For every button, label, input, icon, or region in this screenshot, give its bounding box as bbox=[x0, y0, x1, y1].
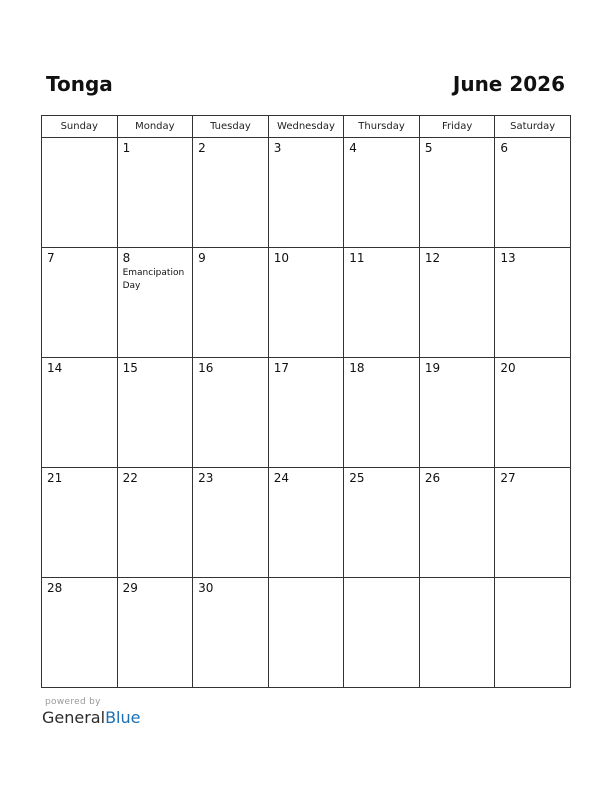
day-cell bbox=[344, 578, 420, 688]
day-number: 7 bbox=[47, 251, 55, 265]
day-cell bbox=[419, 468, 495, 578]
day-number: 26 bbox=[424, 471, 441, 485]
day-number: 28 bbox=[47, 581, 63, 595]
calendar-grid bbox=[41, 115, 571, 688]
powered-by-label: powered by bbox=[45, 697, 101, 707]
day-cell bbox=[419, 578, 495, 688]
day-cell bbox=[419, 358, 495, 468]
week-row bbox=[42, 138, 571, 248]
day-cell bbox=[495, 468, 571, 578]
day-cell bbox=[344, 358, 420, 468]
day-number: 20 bbox=[500, 361, 516, 375]
day-cell bbox=[193, 138, 269, 248]
day-cell bbox=[42, 358, 118, 468]
country-title: Tonga bbox=[46, 72, 113, 96]
day-number: 2 bbox=[198, 141, 206, 155]
day-number: 3 bbox=[273, 141, 282, 155]
day-cell bbox=[117, 468, 193, 578]
day-number: 10 bbox=[273, 251, 289, 265]
day-number: 8 bbox=[122, 251, 131, 265]
week-row bbox=[42, 578, 571, 688]
weekday-monday: Monday bbox=[117, 116, 193, 138]
day-cell bbox=[495, 358, 571, 468]
day-cell bbox=[419, 248, 495, 358]
day-cell bbox=[344, 248, 420, 358]
day-number: 19 bbox=[424, 361, 441, 375]
day-cell bbox=[42, 138, 118, 248]
day-number: 16 bbox=[198, 361, 214, 375]
day-number: 11 bbox=[349, 251, 365, 265]
day-cell bbox=[193, 468, 269, 578]
brand-general-text: General bbox=[42, 708, 106, 727]
day-number: 18 bbox=[349, 361, 365, 375]
day-cell bbox=[42, 468, 118, 578]
day-number: 6 bbox=[500, 141, 509, 155]
day-cell bbox=[419, 138, 495, 248]
day-cell bbox=[193, 248, 269, 358]
day-cell bbox=[193, 578, 269, 688]
day-number: 30 bbox=[198, 581, 214, 595]
day-number: 5 bbox=[424, 141, 433, 155]
weekday-wednesday: Wednesday bbox=[268, 116, 344, 138]
day-cell bbox=[344, 468, 420, 578]
day-number: 15 bbox=[122, 361, 138, 375]
day-number: 23 bbox=[198, 471, 214, 485]
day-cell bbox=[268, 138, 344, 248]
week-row bbox=[42, 468, 571, 578]
holiday-label: Emancipation Day bbox=[122, 268, 185, 291]
generalblue-logo bbox=[42, 708, 140, 727]
day-number: 12 bbox=[424, 251, 441, 265]
day-cell bbox=[42, 578, 118, 688]
day-number: 4 bbox=[349, 141, 357, 155]
week-row bbox=[42, 248, 571, 358]
day-cell bbox=[117, 138, 193, 248]
day-number: 9 bbox=[198, 251, 206, 265]
day-cell bbox=[495, 138, 571, 248]
day-cell bbox=[495, 578, 571, 688]
day-number: 1 bbox=[122, 141, 131, 155]
day-cell bbox=[117, 578, 193, 688]
day-cell bbox=[42, 248, 118, 358]
day-cell bbox=[495, 248, 571, 358]
day-number: 24 bbox=[273, 471, 289, 485]
weekday-header-row bbox=[42, 116, 571, 138]
day-number: 29 bbox=[122, 581, 138, 595]
weekday-saturday: Saturday bbox=[495, 116, 571, 138]
day-cell bbox=[268, 358, 344, 468]
day-cell bbox=[344, 138, 420, 248]
day-cell bbox=[193, 358, 269, 468]
day-cell bbox=[268, 468, 344, 578]
day-number: 22 bbox=[122, 471, 138, 485]
weekday-sunday: Sunday bbox=[42, 116, 118, 138]
day-cell bbox=[117, 358, 193, 468]
day-number: 27 bbox=[500, 471, 516, 485]
day-number: 25 bbox=[349, 471, 365, 485]
weekday-tuesday: Tuesday bbox=[193, 116, 269, 138]
day-number: 21 bbox=[47, 471, 63, 485]
week-row bbox=[42, 358, 571, 468]
weekday-friday: Friday bbox=[419, 116, 495, 138]
weekday-thursday: Thursday bbox=[344, 116, 420, 138]
day-cell bbox=[268, 578, 344, 688]
day-number: 14 bbox=[47, 361, 63, 375]
day-cell bbox=[268, 248, 344, 358]
day-cell bbox=[117, 248, 193, 358]
day-number: 17 bbox=[273, 361, 289, 375]
day-number: 13 bbox=[500, 251, 516, 265]
month-year-title: June 2026 bbox=[452, 72, 565, 96]
brand-blue-text: Blue bbox=[105, 708, 141, 727]
